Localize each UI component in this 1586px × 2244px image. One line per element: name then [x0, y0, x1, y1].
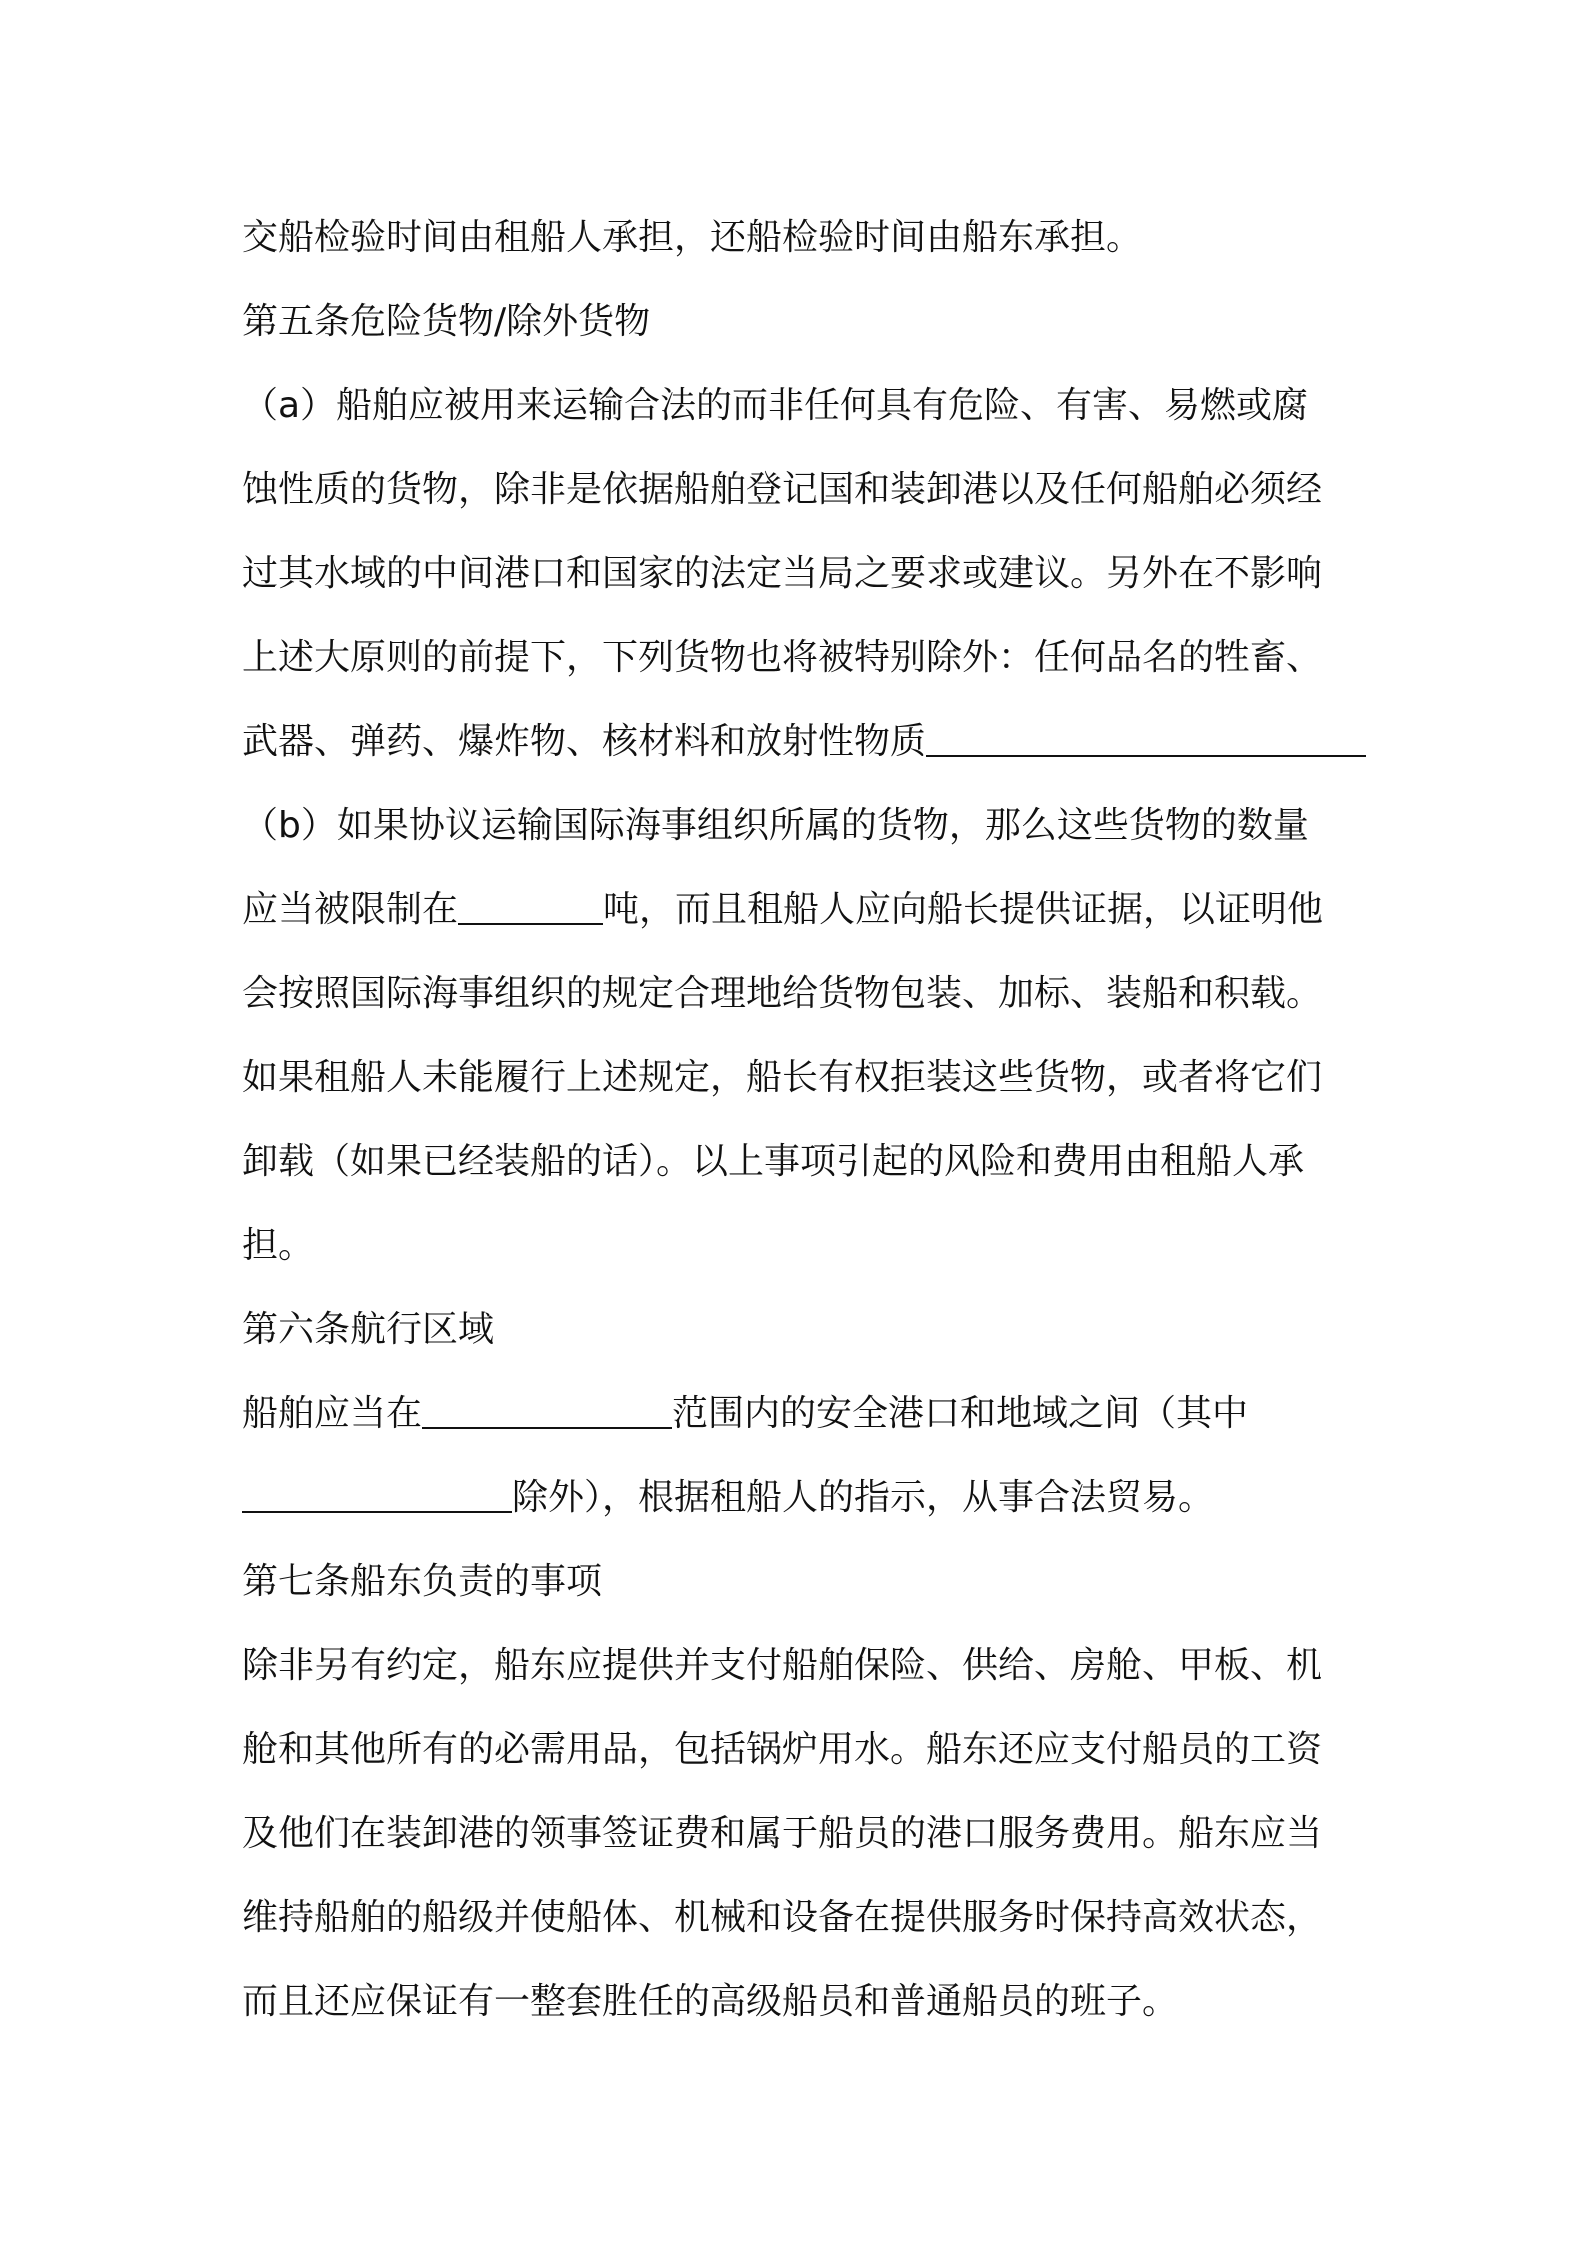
paragraph-line: 卸载（如果已经装船的话）。以上事项引起的风险和费用由租船人承 [242, 1141, 1305, 1182]
paragraph-line [242, 868, 1352, 952]
section-heading-article-7: 第七条船东负责的事项 [242, 1561, 603, 1602]
paragraph-line: 会按照国际海事组织的规定合理地给货物包装、加标、装船和积载。 [242, 973, 1323, 1014]
fill-in-blank [926, 725, 1366, 757]
paragraph-line: 维持船舶的船级并使船体、机械和设备在提供服务时保持高效状态， [242, 1897, 1323, 1938]
paragraph-line [242, 364, 1352, 448]
paragraph-line: 担。 [242, 1225, 315, 1266]
paragraph-text: 范围内的安全港口和地域之间（其中 [672, 1393, 1249, 1434]
paragraph-line: 蚀性质的货物，除非是依据船舶登记国和装卸港以及任何船舶必须经 [242, 469, 1323, 510]
fill-in-blank [242, 1481, 512, 1513]
section-heading-article-5: 第五条危险货物/除外货物 [242, 301, 651, 342]
paragraph-line: 过其水域的中间港口和国家的法定当局之要求或建议。另外在不影响 [242, 553, 1323, 594]
paragraph-line [242, 700, 1352, 784]
paragraph-line: 除非另有约定，船东应提供并支付船舶保险、供给、房舱、甲板、机 [242, 1645, 1323, 1686]
paragraph-line: 上述大原则的前提下，下列货物也将被特别除外：任何品名的牲畜、 [242, 637, 1323, 678]
paragraph-text: （a）船舶应被用来运输合法的而非任何具有危险、有害、易燃或腐 [242, 385, 1309, 426]
paragraph-text: 船舶应当在 [242, 1393, 423, 1434]
paragraph-text: 应当被限制在 [242, 889, 459, 930]
paragraph-line [242, 1456, 1352, 1540]
fill-in-blank [422, 1397, 672, 1429]
document-body [242, 196, 1352, 2044]
paragraph-line: 而且还应保证有一整套胜任的高级船员和普通船员的班子。 [242, 1981, 1179, 2022]
paragraph-text: 武器、弹药、爆炸物、核材料和放射性物质 [242, 721, 927, 762]
paragraph-text: 吨，而且租船人应向船长提供证据，以证明他 [603, 889, 1324, 930]
paragraph-line: 及他们在装卸港的领事签证费和属于船员的港口服务费用。船东应当 [242, 1813, 1323, 1854]
section-heading-article-6: 第六条航行区域 [242, 1309, 495, 1350]
paragraph-line [242, 1372, 1352, 1456]
paragraph-line: 舱和其他所有的必需用品，包括锅炉用水。船东还应支付船员的工资 [242, 1729, 1323, 1770]
paragraph-line: （b）如果协议运输国际海事组织所属的货物，那么这些货物的数量 [242, 805, 1309, 846]
fill-in-blank [458, 893, 603, 925]
paragraph-line: 交船检验时间由租船人承担，还船检验时间由船东承担。 [242, 217, 1143, 258]
paragraph-text: 除外），根据租船人的指示，从事合法贸易。 [512, 1477, 1215, 1518]
paragraph-line: 如果租船人未能履行上述规定，船长有权拒装这些货物，或者将它们 [242, 1057, 1323, 1098]
